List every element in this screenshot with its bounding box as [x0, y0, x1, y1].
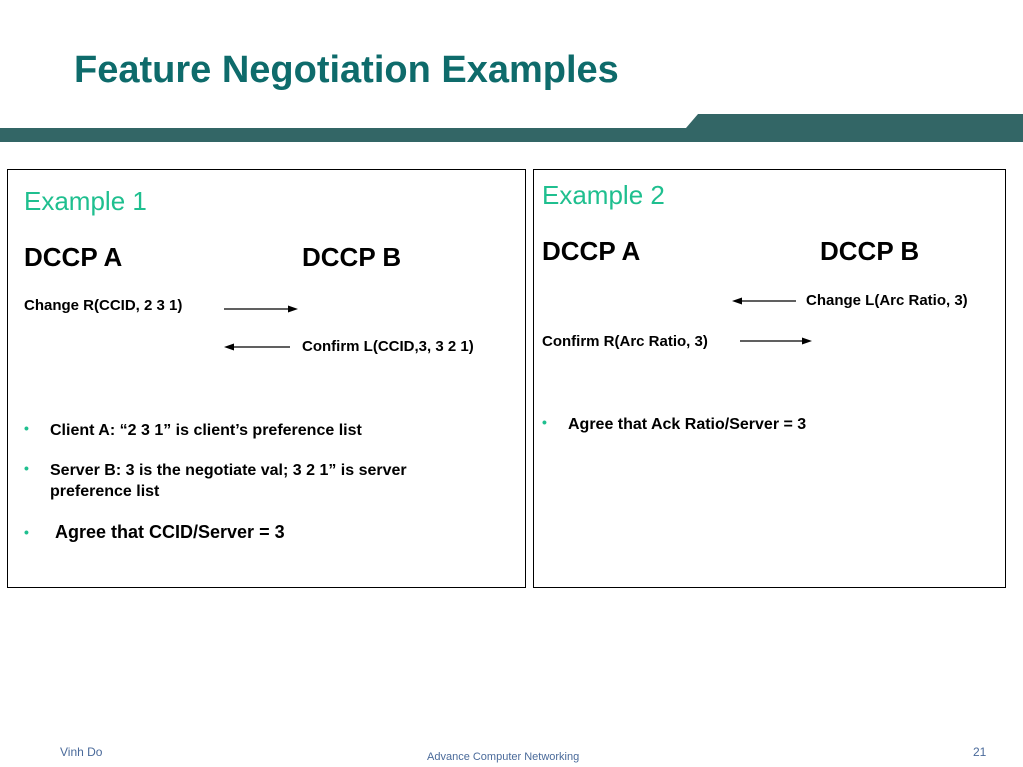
bullet-text: Client A: “2 3 1” is client’s preference list — [50, 422, 362, 439]
bullet-text: Server B: 3 is the negotiate val; 3 2 1” is server preference list — [50, 462, 407, 500]
footer-author: Vinh Do — [60, 745, 103, 759]
header-band — [0, 114, 1023, 142]
example-1-bullet-3 — [24, 522, 504, 543]
example-1-heading: Example 1 — [24, 186, 147, 216]
example-2-panel — [533, 169, 1006, 588]
example-2-bullet-1 — [542, 414, 982, 435]
example-1-bullet-2 — [24, 460, 444, 502]
right-arrow-icon — [224, 304, 298, 314]
bullet-icon: • — [542, 414, 547, 430]
example-2-dccp-a-label: DCCP A — [542, 236, 641, 266]
bullet-text: Agree that Ack Ratio/Server = 3 — [568, 416, 807, 433]
example-1-dccp-a-label: DCCP A — [24, 242, 123, 272]
example-1-change-message: Change R(CCID, 2 3 1) — [24, 297, 183, 314]
bullet-icon: • — [24, 524, 29, 540]
left-arrow-icon — [732, 296, 796, 306]
bullet-icon: • — [24, 460, 29, 476]
example-1-confirm-message: Confirm L(CCID,3, 3 2 1) — [302, 338, 474, 355]
right-arrow-icon — [740, 336, 812, 346]
example-2-change-message: Change L(Arc Ratio, 3) — [806, 292, 968, 309]
example-1-bullet-1 — [24, 420, 504, 441]
example-2-heading: Example 2 — [542, 180, 665, 210]
example-2-confirm-message: Confirm R(Arc Ratio, 3) — [542, 333, 708, 350]
bullet-icon: • — [24, 420, 29, 436]
example-1-panel — [7, 169, 526, 588]
page-number: 21 — [973, 745, 987, 759]
example-1-dccp-b-label: DCCP B — [302, 242, 402, 272]
left-arrow-icon — [224, 342, 290, 352]
bullet-text: Agree that CCID/Server = 3 — [55, 522, 285, 542]
footer-course: Advance Computer Networking — [427, 751, 580, 763]
slide-title: Feature Negotiation Examples — [74, 49, 619, 91]
example-2-dccp-b-label: DCCP B — [820, 236, 920, 266]
